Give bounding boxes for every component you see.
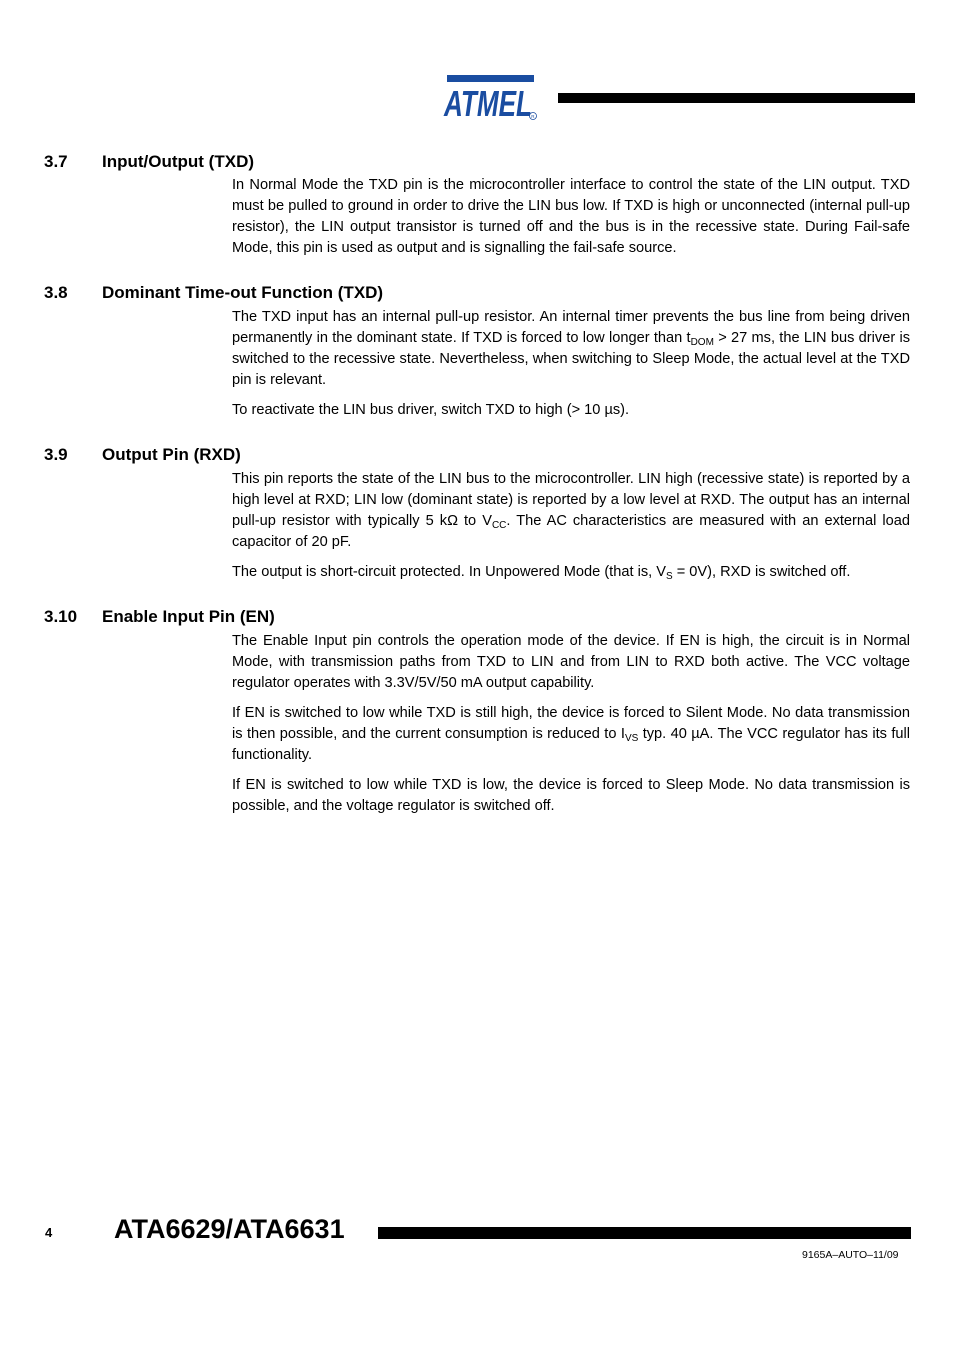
section-number: 3.8 [44, 283, 68, 302]
text-run: > 27 ms, the LIN bus driver is switched to the recessive state. Nevertheless, when switching to Sleep Mode, the actual level at the TXD pin is relevant. [232, 330, 910, 388]
text-run: The TXD input has an internal pull-up resistor. An internal timer prevents the bus line from being driven permanently in the dominant state. If TXD is forced to low longer than t [232, 309, 910, 346]
text-run: = 0V), RXD is switched off. [672, 564, 851, 580]
paragraph [232, 562, 910, 583]
section-number: 3.10 [44, 607, 78, 626]
page-number: 4 [45, 1225, 53, 1240]
footer-rule [378, 1227, 911, 1239]
section-title: Dominant Time-out Function (TXD) [102, 283, 384, 302]
paragraph [232, 775, 910, 817]
svg-text:R: R [531, 114, 535, 119]
text-run: The Enable Input pin controls the operation mode of the device. If EN is high, the circuit is in Normal Mode, with transmission paths from TXD to LIN and from LIN to RXD both active. The VCC voltage regulator operates with 3.3V/5V/50 mA output capability. [232, 633, 910, 691]
document-code: 9165A–AUTO–11/09 [802, 1249, 899, 1261]
subscript: S [665, 571, 673, 582]
text-run: If EN is switched to low while TXD is low, the device is forced to Sleep Mode. No data transmission is possible, and the voltage regulator is switched off. [232, 777, 910, 814]
section-heading [44, 152, 254, 172]
section-title: Enable Input Pin (EN) [102, 607, 275, 626]
section-heading [44, 607, 275, 627]
text-run: . The AC characteristics are measured with an external load capacitor of 20 pF. [232, 513, 910, 550]
section-heading [44, 445, 241, 465]
section-title: Input/Output (TXD) [102, 152, 255, 171]
subscript: DOM [690, 337, 714, 348]
text-run: The output is short-circuit protected. In Unpowered Mode (that is, V [232, 564, 666, 580]
paragraph [232, 175, 910, 259]
subscript: CC [491, 520, 507, 531]
atmel-logo-graphic [441, 73, 541, 123]
svg-text:ATMEL: ATMEL [443, 83, 532, 123]
atmel-logo [441, 73, 541, 123]
text-run: typ. 40 µA. The VCC regulator has its full functionality. [232, 726, 910, 763]
section-heading [44, 283, 383, 303]
section-number: 3.9 [44, 445, 68, 464]
paragraph [232, 307, 910, 391]
text-run: This pin reports the state of the LIN bus to the microcontroller. LIN high (recessive state) is reported by a high level at RXD; LIN low (dominant state) is reported by a low level at RXD. The output has an internal pull-up resistor with typically 5 kΩ to V [232, 471, 910, 529]
paragraph [232, 631, 910, 694]
paragraph [232, 703, 910, 766]
document-title: ATA6629/ATA6631 [114, 1214, 345, 1244]
header-rule [558, 93, 915, 103]
paragraph [232, 400, 910, 421]
paragraph [232, 469, 910, 553]
text-run: To reactivate the LIN bus driver, switch TXD to high (> 10 µs). [232, 402, 630, 418]
section-number: 3.7 [44, 152, 68, 171]
subscript: VS [624, 733, 639, 744]
text-run: In Normal Mode the TXD pin is the microcontroller interface to control the state of the LIN output. TXD must be pulled to ground in order to drive the LIN bus low. If TXD is high or unconnected (internal pull-up resistor), the LIN output transistor is turned off and the bus is in the recessive state. During Fail-safe Mode, this pin is used as output and is signalling the fail-safe source. [232, 177, 910, 256]
text-run: If EN is switched to low while TXD is still high, the device is forced to Silent Mode. No data transmission is then possible, and the current consumption is reduced to I [232, 705, 910, 742]
section-title: Output Pin (RXD) [102, 445, 241, 464]
